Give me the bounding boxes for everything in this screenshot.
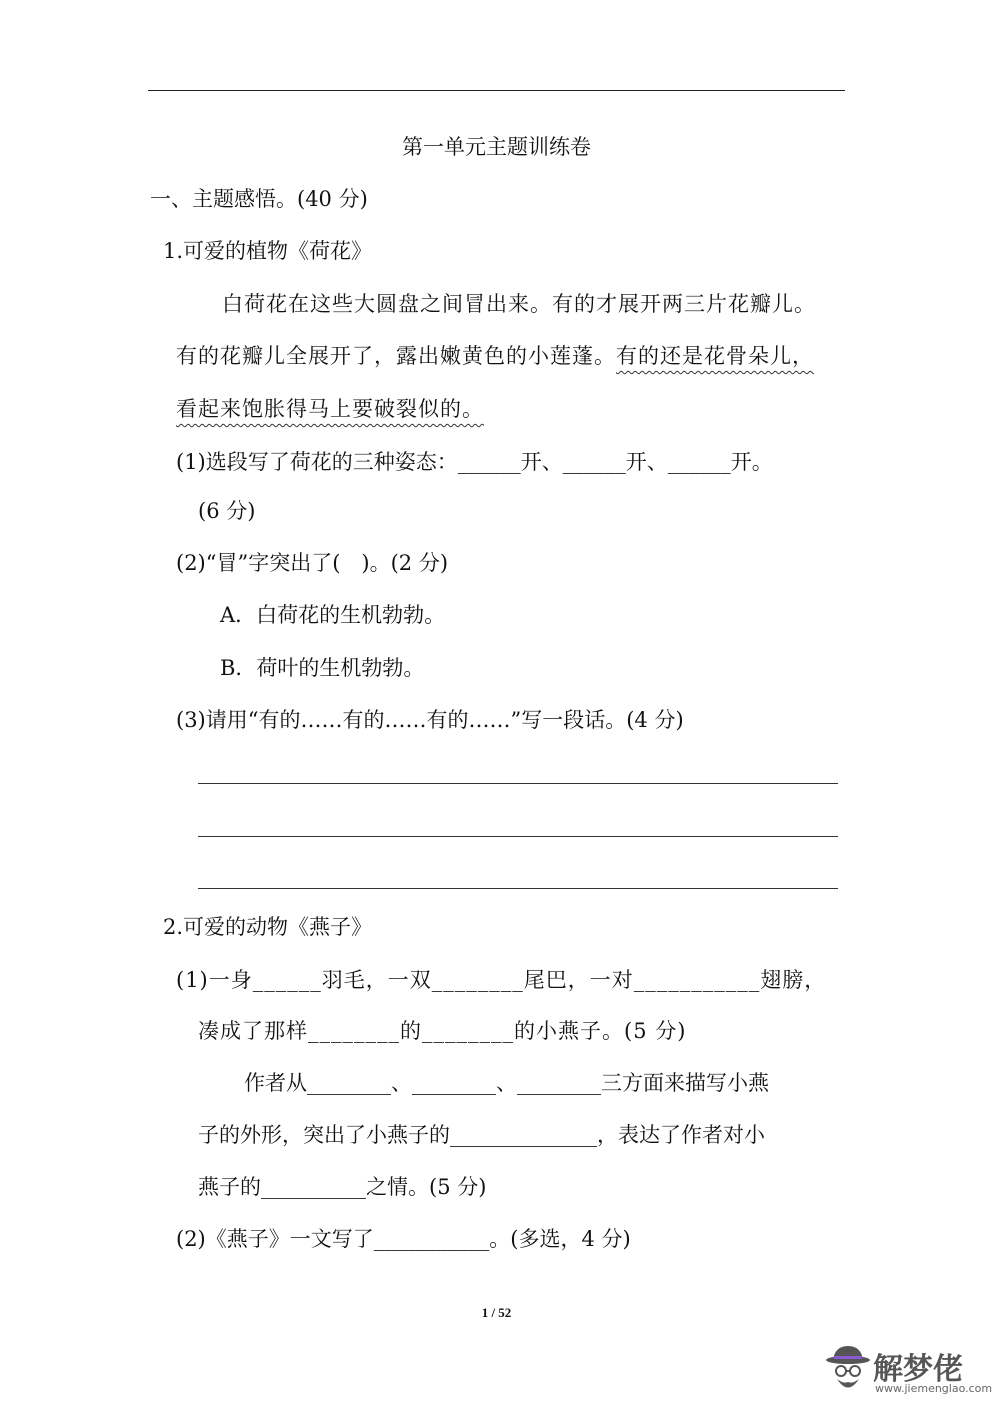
section-heading: 一、主题感悟。(40 分) xyxy=(150,187,368,211)
page-number: 1 / 52 xyxy=(481,1305,512,1320)
passage-line-2b-wavy: 有的还是花骨朵儿， xyxy=(616,344,814,368)
paragraph-line-1: 作者从________、________、________三方面来描写小燕 xyxy=(244,1071,769,1095)
option-a: A．白荷花的生机勃勃。 xyxy=(220,603,446,627)
answer-line-3 xyxy=(198,888,838,889)
question-1-1-score: (6 分) xyxy=(198,499,256,523)
question-2-1-line-2: 凑成了那样________的________的小燕子。(5 分) xyxy=(198,1019,687,1043)
passage-line-1: 白荷花在这些大圆盘之间冒出来。有的才展开两三片花瓣儿。 xyxy=(222,292,816,316)
logo-text: 解梦佬 xyxy=(873,1352,963,1387)
logo-url: www.jiemenglao.com xyxy=(875,1382,993,1395)
paragraph-line-2: 子的外形，突出了小燕子的______________，表达了作者对小 xyxy=(198,1123,765,1147)
paragraph-line-3: 燕子的__________之情。(5 分) xyxy=(198,1175,487,1199)
question-2-1-line-1: (1)一身______羽毛，一双________尾巴，一对___________翅膀， xyxy=(176,968,827,992)
detective-icon xyxy=(825,1344,871,1399)
question-1-1: (1)选段写了荷花的三种姿态：______开、______开、______开。 xyxy=(176,450,773,474)
document-title: 第一单元主题训练卷 xyxy=(402,135,591,159)
question-2-2: (2)《燕子》一文写了___________。(多选，4 分) xyxy=(176,1227,631,1251)
question-1-2: (2)“冒”字突出了( )。(2 分) xyxy=(176,551,449,575)
answer-line-1 xyxy=(198,783,838,784)
question-1-3: (3)请用“有的……有的……有的……”写一段话。(4 分) xyxy=(176,708,684,732)
passage-line-2 xyxy=(176,343,814,369)
question-2-title: 2.可爱的动物《燕子》 xyxy=(163,915,373,939)
watermark-logo xyxy=(825,1344,993,1399)
header-rule xyxy=(148,90,845,91)
passage-line-2a: 有的花瓣儿全展开了，露出嫩黄色的小莲蓬。 xyxy=(176,344,616,368)
question-1-title: 1.可爱的植物《荷花》 xyxy=(163,239,373,263)
option-b: B．荷叶的生机勃勃。 xyxy=(220,656,425,680)
passage-line-3-wavy: 看起来饱胀得马上要破裂似的。 xyxy=(176,397,484,421)
answer-line-2 xyxy=(198,836,838,837)
